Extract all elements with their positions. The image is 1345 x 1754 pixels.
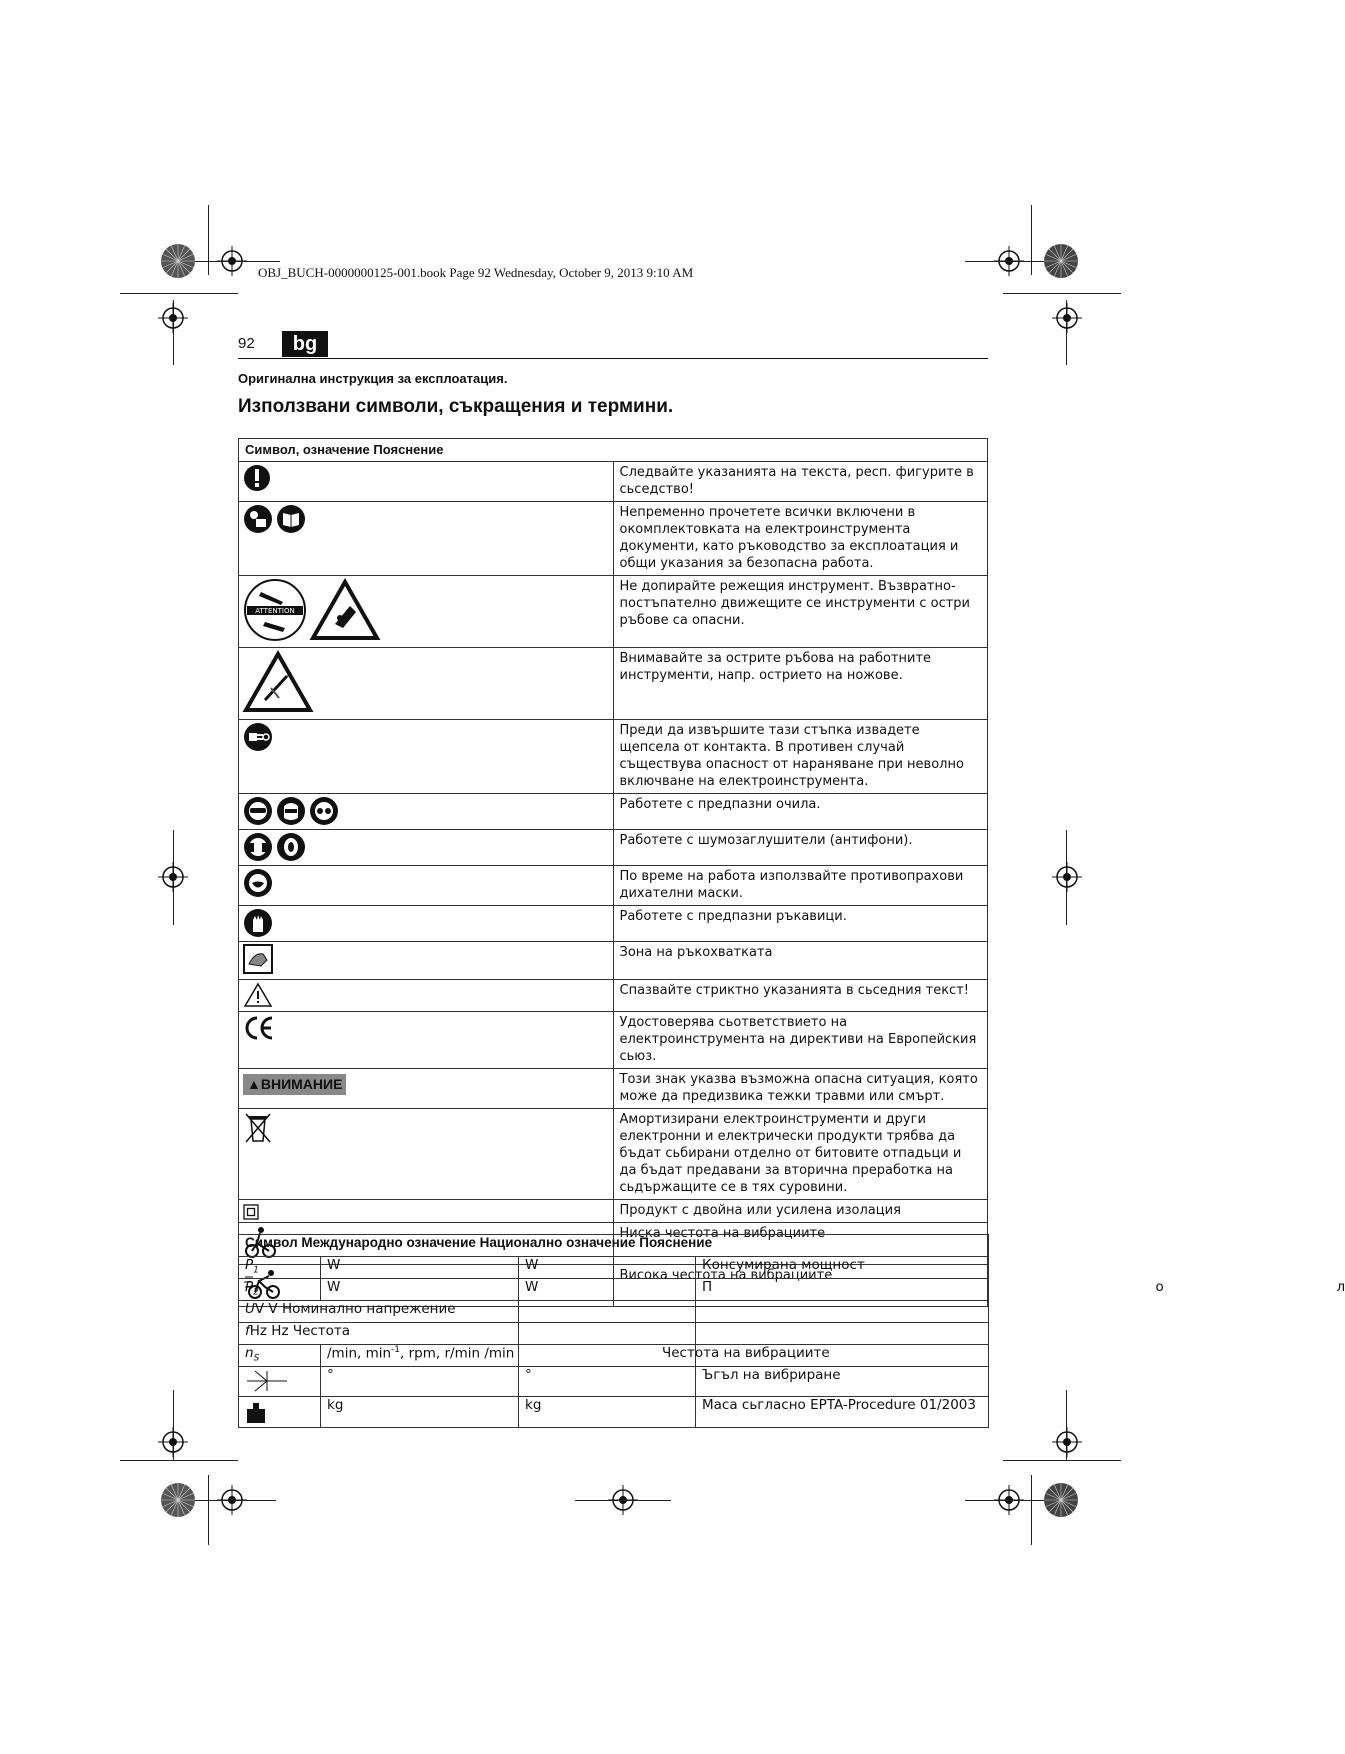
ce-mark-icon	[243, 1014, 275, 1042]
table-row	[239, 830, 988, 866]
row-text: Зона на ръкохватката	[613, 942, 988, 980]
svg-text:ATTENTION: ATTENTION	[255, 607, 295, 615]
unit-intl: W	[321, 1257, 519, 1279]
table-row	[239, 502, 988, 576]
attention-hand-icon	[243, 578, 307, 642]
color-starburst-icon	[160, 243, 196, 279]
print-info-line: OBJ_BUCH-0000000125-001.book Page 92 Wednesday, October 9, 2013 9:10 AM	[258, 265, 694, 280]
glasses-icon	[309, 796, 339, 826]
table-row	[239, 462, 988, 502]
unit-explanation	[696, 1279, 1345, 1301]
unit-intl: °	[321, 1367, 519, 1397]
table-row	[239, 942, 988, 980]
unit-explanation	[662, 1345, 989, 1367]
unit-symbol: $P_1$	[239, 1257, 321, 1279]
table-row	[239, 1323, 989, 1345]
table-row	[239, 1012, 988, 1069]
row-text: Продукт с двойна или усилена изолация	[613, 1200, 988, 1223]
book-icon	[276, 504, 306, 534]
unit-intl: W	[321, 1279, 519, 1301]
table-row	[239, 576, 988, 648]
ear-muffs-icon	[243, 832, 273, 862]
symbols-table-header: Символ, означение Пояснение	[239, 439, 988, 462]
row-text: По време на работа използвайте противопрахови дихателни маски.	[613, 866, 988, 906]
unplug-icon	[243, 722, 273, 752]
row-text: Внимавайте за острите ръбова на работните инструменти, напр. остриeто на ножове.	[613, 648, 988, 720]
unit-symbol: $P_2$	[239, 1279, 321, 1301]
exclamation-icon	[243, 464, 271, 492]
document-label: Оригинална инструкция за експлоатация.	[238, 371, 508, 386]
warning-triangle-icon	[310, 578, 380, 642]
page-number: 92	[238, 335, 255, 352]
unit-national	[519, 1323, 696, 1345]
warning-badge-text: ВНИМАНИЕ	[260, 1076, 343, 1092]
unit-merged	[239, 1301, 519, 1323]
unit-national: °	[519, 1367, 696, 1397]
unit-symbol: f	[245, 1323, 250, 1339]
row-text: Работете с предпазни ръкавици.	[613, 906, 988, 942]
table-row	[239, 1109, 988, 1200]
row-text: Ниска честота на вибрациите	[613, 1223, 988, 1265]
registration-target-icon	[158, 862, 188, 892]
grip-zone-icon	[243, 944, 273, 974]
registration-target-icon	[158, 1427, 188, 1457]
sharp-edge-warning-icon	[243, 650, 313, 714]
unit-explanation	[696, 1323, 989, 1345]
dust-mask-icon	[243, 868, 273, 898]
caution-triangle-icon	[243, 982, 273, 1008]
table-row	[239, 720, 988, 794]
table-row	[239, 1069, 988, 1109]
row-text: Спазвайте стриктно указанията в сьседния текст!	[613, 980, 988, 1012]
unit-explanation-part: П	[702, 1279, 713, 1295]
hearing-protection-icon	[276, 832, 306, 862]
table-row	[239, 1200, 988, 1223]
unit-symbol	[239, 1397, 321, 1428]
unit-explanation-fragment: л	[1336, 1279, 1345, 1295]
read-manual-icon	[243, 504, 273, 534]
units-table	[238, 1234, 1345, 1428]
unit-explanation: Ъгъл на вибриране	[696, 1367, 989, 1397]
unit-intl: Hz Hz Честота	[249, 1323, 351, 1339]
page-title: Използвани символи, съкращения и термини.	[238, 396, 674, 417]
unit-explanation	[696, 1301, 989, 1323]
unit-explanation-fragment: о	[1155, 1279, 1164, 1295]
table-row	[239, 1345, 989, 1367]
unit-explanation: Маса сьгласно EPTA-Procedure 01/2003	[696, 1397, 989, 1428]
registration-target-icon	[1052, 303, 1082, 333]
gloves-icon	[243, 908, 273, 938]
warning-label-icon: ▲ВНИМАНИЕ	[243, 1074, 346, 1095]
table-row	[239, 1301, 989, 1323]
unit-national: kg	[519, 1397, 696, 1428]
angle-icon	[245, 1367, 289, 1391]
row-text: Работете с шумозаглушители (антифони).	[613, 830, 988, 866]
table-row	[239, 1367, 989, 1397]
row-text: Преди да извършите тази стъпка извадете щепсела от контакта. В противен случай съществува опасност от нараняване при неволно включване на електроинструмента.	[613, 720, 988, 794]
unit-explanation-shifted: Честота на вибрациите	[662, 1345, 830, 1361]
units-table-header: Символ Международно означение Национално означение Пояснение	[239, 1235, 989, 1257]
unit-national: W	[519, 1279, 696, 1301]
color-starburst-icon	[1043, 243, 1079, 279]
unit-merged	[239, 1323, 519, 1345]
table-row	[239, 906, 988, 942]
weee-bin-icon	[243, 1111, 273, 1145]
registration-target-icon	[1052, 1427, 1082, 1457]
table-row	[239, 1397, 989, 1428]
unit-symbol	[239, 1367, 321, 1397]
table-row	[239, 648, 988, 720]
table-row	[239, 1279, 989, 1301]
row-text: Непременно прочетете всички включени в окомплектовката на електроинструмента документи, като ръководство за експлоатация и общи указания за безопасна работа.	[613, 502, 988, 576]
table-row	[239, 794, 988, 830]
header-rule	[238, 358, 988, 359]
table-row	[239, 1257, 989, 1279]
color-starburst-icon	[1043, 1482, 1079, 1518]
unit-intl: V V Номинално напрежение	[254, 1301, 456, 1317]
row-text: Удостоверява сьответствието на електроинструмента на директиви на Европейския сьюз.	[613, 1012, 988, 1069]
double-insulation-icon	[243, 1204, 259, 1220]
unit-symbol: U	[245, 1301, 255, 1317]
row-text: Този знак указва възможна опасна ситуация, която може да предизвика тежки травми или смърт.	[613, 1069, 988, 1109]
symbols-table	[238, 438, 988, 1307]
language-badge: bg	[282, 331, 328, 357]
unit-intl: /min, $\min^{-1}$, rpm, r/min /min	[321, 1345, 519, 1367]
unit-national: W	[519, 1257, 696, 1279]
unit-symbol: $n_S$	[239, 1345, 321, 1367]
table-row	[239, 980, 988, 1012]
unit-intl: kg	[321, 1397, 519, 1428]
row-text: Работете с предпазни очила.	[613, 794, 988, 830]
face-shield-icon	[276, 796, 306, 826]
weight-icon	[245, 1401, 267, 1423]
color-starburst-icon	[160, 1482, 196, 1518]
row-text: Амортизирани електроинструменти и други електронни и електрически продукти трябва да бъдат сьбирани отделно от битовите отпадьци и да бъдат предавани за вторична преработка на сьдържащите се в тях суровини.	[613, 1109, 988, 1200]
table-row	[239, 866, 988, 906]
registration-target-icon	[158, 303, 188, 333]
goggles-icon	[243, 796, 273, 826]
row-text: Не допирайте режещия инструмент. Възвратно-постъпателно движещите се инструменти с остри ръбове са опасни.	[613, 576, 988, 648]
row-text: Висока честота на вибрациите	[613, 1265, 988, 1307]
row-text: Следвайте указанията на текста, респ. фигурите в сьседство!	[613, 462, 988, 502]
unit-national	[519, 1301, 696, 1323]
registration-target-icon	[1052, 862, 1082, 892]
unit-explanation: Консумирана мощност	[696, 1257, 989, 1279]
